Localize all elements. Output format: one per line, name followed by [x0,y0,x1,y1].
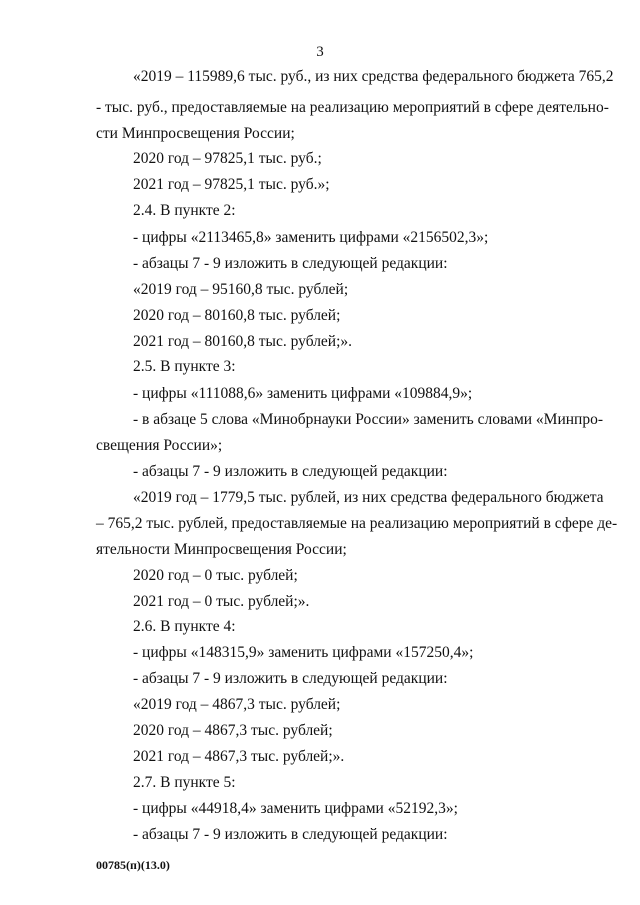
section-heading: 2.6. В пункте 4: [133,618,236,635]
text-line: 2020 год – 0 тыс. рублей; [133,567,298,584]
text-line: «2019 – 115989,6 тыс. руб., из них средства федерального бюджета 765,2 [133,68,614,85]
section-heading: 2.7. В пункте 5: [133,774,236,791]
section-heading: 2.5. В пункте 3: [133,358,236,375]
text-line: ятельности Минпросвещения России; [96,541,347,558]
text-line: - абзацы 7 - 9 изложить в следующей редакции: [133,826,448,843]
text-line: - тыс. руб., предоставляемые на реализацию мероприятий в сфере деятельно- [96,99,609,116]
text-line: - цифры «44918,4» заменить цифрами «52192,3»; [133,800,458,817]
page-number: 3 [316,44,324,60]
text-line: 2021 год – 97825,1 тыс. руб.»; [133,176,330,193]
text-line: свещения России»; [96,437,223,454]
text-line: - абзацы 7 - 9 изложить в следующей редакции: [133,463,448,480]
text-line: - цифры «111088,6» заменить цифрами «109884,9»; [133,385,473,402]
text-line: – 765,2 тыс. рублей, предоставляемые на реализацию мероприятий в сфере де- [96,515,618,532]
text-line: сти Минпросвещения России; [96,125,295,142]
text-line: «2019 год – 4867,3 тыс. рублей; [133,696,341,713]
text-line: - абзацы 7 - 9 изложить в следующей редакции: [133,670,448,687]
text-line: - абзацы 7 - 9 изложить в следующей редакции: [133,255,448,272]
text-line: - в абзаце 5 слова «Минобрнауки России» заменить словами «Минпро- [133,411,604,428]
text-line: 2021 год – 0 тыс. рублей;». [133,593,310,610]
text-line: - цифры «2113465,8» заменить цифрами «2156502,3»; [133,229,489,246]
text-line: - цифры «148315,9» заменить цифрами «157250,4»; [133,644,474,661]
text-line: 2020 год – 97825,1 тыс. руб.; [133,150,322,167]
text-line: «2019 год – 1779,5 тыс. рублей, из них средства федерального бюджета [133,489,604,506]
text-line: 2021 год – 4867,3 тыс. рублей;». [133,748,345,765]
text-line: «2019 год – 95160,8 тыс. рублей; [133,281,349,298]
section-heading: 2.4. В пункте 2: [133,202,236,219]
document-code: 00785(п)(13.0) [96,858,170,872]
text-line: 2020 год – 80160,8 тыс. рублей; [133,307,341,324]
text-line: 2021 год – 80160,8 тыс. рублей;». [133,333,353,350]
text-line: 2020 год – 4867,3 тыс. рублей; [133,722,333,739]
